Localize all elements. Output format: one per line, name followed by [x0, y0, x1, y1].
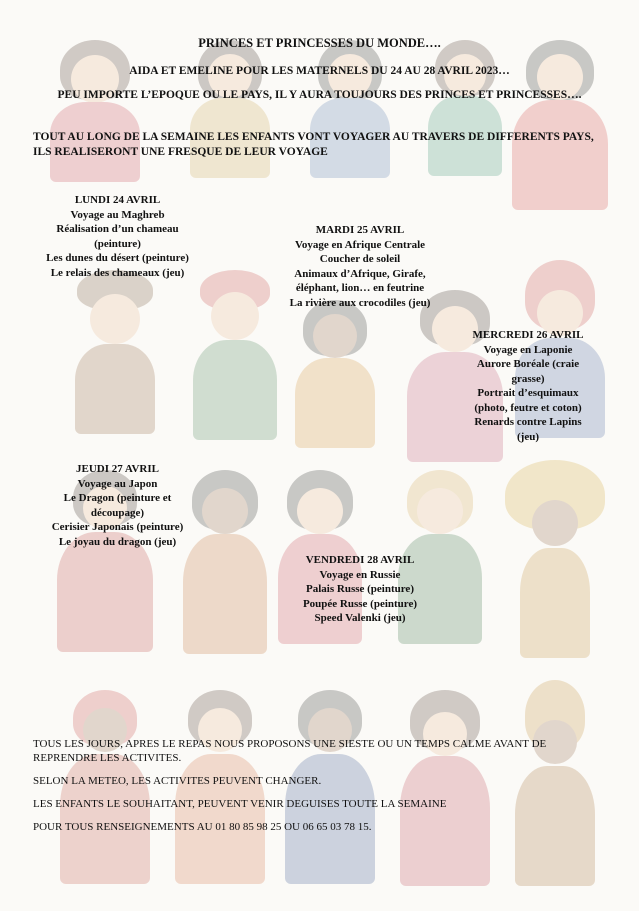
footer-note: SELON LA METEO, LES ACTIVITES PEUVENT CHANGER.	[33, 775, 322, 787]
subtitle-tagline: PEU IMPORTE L’EPOQUE OU LE PAYS, IL Y AURA TOUJOURS DES PRINCES ET PRINCESSES….	[57, 89, 582, 101]
activity-line: Le joyau du dragon (jeu)	[58, 535, 177, 548]
activity-line: Animaux d’Afrique, Girafe,	[294, 267, 426, 280]
activity-line: (jeu)	[517, 430, 539, 443]
activity-line: (peinture)	[94, 237, 141, 250]
intro-paragraph: TOUT AU LONG DE LA SEMAINE LES ENFANTS VONT VOYAGER AU TRAVERS DE DIFFERENTS PAYS, ILS REALISERONT UNE FRESQUE DE LEUR VOYAGE	[33, 131, 594, 158]
activity-line: Le relais des chameaux (jeu)	[50, 266, 185, 279]
day-block-tuesday	[270, 223, 450, 310]
day-heading: MARDI 25 AVRIL	[315, 224, 405, 236]
activity-line: Les dunes du désert (peinture)	[46, 252, 189, 264]
day-block-friday	[285, 553, 435, 626]
activity-line: Voyage en Laponie	[483, 343, 573, 356]
day-heading: VENDREDI 28 AVRIL	[305, 554, 415, 566]
activity-line: Palais Russe (peinture)	[306, 583, 414, 595]
day-block-wednesday	[448, 328, 608, 444]
activity-line: Renards contre Lapins	[474, 416, 582, 428]
activity-line: Voyage au Maghreb	[70, 208, 165, 221]
footer-note: TOUS LES JOURS, APRES LE REPAS NOUS PROPOSONS UNE SIESTE OU UN TEMPS CALME AVANT DE REPRENDRE LES ACTIVITES.	[33, 738, 547, 764]
activity-line: Le Dragon (peinture et	[63, 492, 172, 504]
activity-line: éléphant, lion… en feutrine	[295, 282, 425, 294]
activity-line: Réalisation d’un chameau	[56, 223, 179, 235]
day-block-thursday	[30, 462, 205, 549]
activity-line: La rivière aux crocodiles (jeu)	[289, 296, 431, 309]
doll-illustration	[300, 40, 400, 190]
doll-illustration	[40, 40, 150, 200]
activity-line: Aurore Boréale (craie	[476, 358, 580, 370]
activity-line: Speed Valenki (jeu)	[314, 612, 406, 624]
day-heading: LUNDI 24 AVRIL	[74, 194, 161, 206]
doll-illustration	[180, 40, 280, 190]
footer-notes	[33, 737, 613, 843]
activity-line: Voyage au Japon	[77, 477, 158, 490]
doll-illustration	[285, 300, 385, 470]
activity-line: (photo, feutre et coton)	[474, 401, 582, 414]
activity-line: Portrait d’esquimaux	[477, 387, 579, 399]
footer-contact: POUR TOUS RENSEIGNEMENTS AU 01 80 85 98 25 OU 06 65 03 78 15.	[33, 821, 372, 833]
doll-illustration	[60, 270, 170, 460]
activity-line: Poupée Russe (peinture)	[302, 597, 418, 610]
day-heading: MERCREDI 26 AVRIL	[472, 329, 584, 341]
footer-note: LES ENFANTS LE SOUHAITANT, PEUVENT VENIR DEGUISES TOUTE LA SEMAINE	[33, 798, 447, 810]
subtitle-dates: AIDA ET EMELINE POUR LES MATERNELS DU 24 AU 28 AVRIL 2023…	[129, 65, 510, 77]
activity-line: Voyage en Russie	[319, 568, 401, 581]
activity-line: découpage)	[90, 506, 145, 519]
doll-illustration	[420, 40, 510, 190]
doll-illustration	[495, 460, 615, 670]
activity-line: grasse)	[511, 372, 545, 385]
activity-line: Cerisier Japonais (peinture)	[51, 521, 184, 533]
day-heading: JEUDI 27 AVRIL	[76, 463, 159, 475]
day-block-monday	[30, 193, 205, 280]
page-title: PRINCES ET PRINCESSES DU MONDE….	[198, 36, 441, 50]
activity-line: Coucher de soleil	[319, 253, 401, 265]
activity-line: Voyage en Afrique Centrale	[294, 238, 426, 251]
